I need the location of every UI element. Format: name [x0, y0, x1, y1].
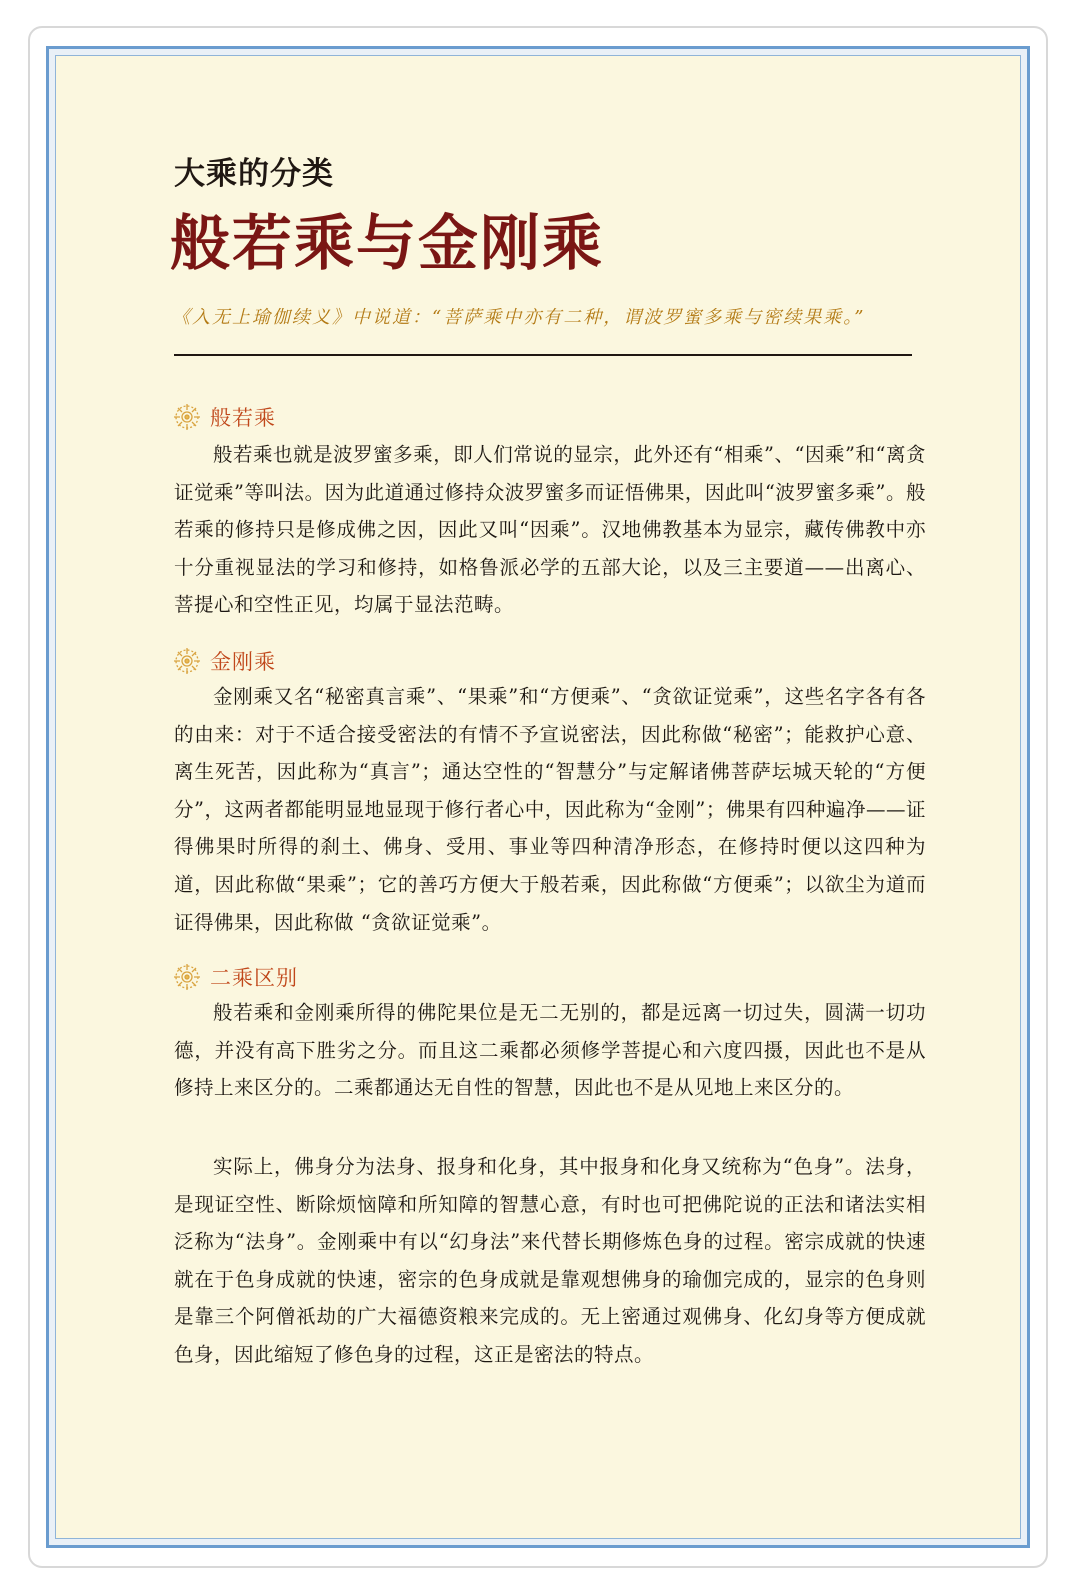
- page-title: 般若乘与金刚乘: [170, 209, 604, 279]
- section-title: 金刚乘: [210, 650, 276, 674]
- section-subtitle: 大乘的分类: [174, 156, 334, 192]
- lotus-icon: [172, 646, 202, 676]
- lotus-icon: [172, 402, 202, 432]
- lotus-icon: [172, 962, 202, 992]
- section-heading-difference: [172, 962, 298, 992]
- section-title: 般若乘: [210, 406, 276, 430]
- paragraph: 般若乘和金刚乘所得的佛陀果位是无二无别的，都是远离一切过失，圆满一切功德，并没有高下胜劣之分。而且这二乘都必须修学菩提心和六度四摄，因此也不是从修持上来区分的。二乘都通达无自性的智慧，因此也不是从见地上来区分的。: [174, 1001, 926, 1100]
- paragraph: 般若乘也就是波罗蜜多乘，即人们常说的显宗，此外还有“相乘”、“因乘”和“离贪证觉乘”等叫法。因为此道通过修持众波罗蜜多而证悟佛果，因此叫“波罗蜜多乘”。般若乘的修持只是修成佛之因，因此又叫“因乘”。汉地佛教基本为显宗，藏传佛教中亦十分重视显法的学习和修持，如格鲁派必学的五部大论，以及三主要道——出离心、菩提心和空性正见，均属于显法范畴。: [174, 443, 926, 617]
- intro-quote: 《入无上瑜伽续义》中说道：“菩萨乘中亦有二种，谓波罗蜜多乘与密续果乘。”: [172, 307, 866, 328]
- document-page: [55, 55, 1021, 1539]
- paragraph: 实际上，佛身分为法身、报身和化身，其中报身和化身又统称为“色身”。法身，是现证空性、断除烦恼障和所知障的智慧心意，有时也可把佛陀说的正法和诸法实相泛称为“法身”。金刚乘中有以“幻身法”来代替长期修炼色身的过程。密宗成就的快速就在于色身成就的快速，密宗的色身成就是靠观想佛身的瑜伽完成的，显宗的色身则是靠三个阿僧祇劫的广大福德资粮来完成的。无上密通过观佛身、化幻身等方便成就色身，因此缩短了修色身的过程，这正是密法的特点。: [174, 1155, 926, 1366]
- divider-rule: [174, 354, 912, 356]
- section-heading-vajrayana: [172, 646, 276, 676]
- paragraph: 金刚乘又名“秘密真言乘”、“果乘”和“方便乘”、“贪欲证觉乘”，这些名字各有各的由来：对于不适合接受密法的有情不予宣说密法，因此称做“秘密”；能救护心意、离生死苦，因此称为“真言”；通达空性的“智慧分”与定解诸佛菩萨坛城天轮的“方便分”，这两者都能明显地显现于修行者心中，因此称为“金刚”；佛果有四种遍净——证得佛果时所得的刹土、佛身、受用、事业等四种清净形态，在修持时便以这四种为道，因此称做“果乘”；它的善巧方便大于般若乘，因此称做“方便乘”；以欲尘为道而证得佛果，因此称做 “贪欲证觉乘”。: [174, 685, 926, 934]
- section-title: 二乘区别: [210, 966, 298, 990]
- section-heading-bore: [172, 402, 276, 432]
